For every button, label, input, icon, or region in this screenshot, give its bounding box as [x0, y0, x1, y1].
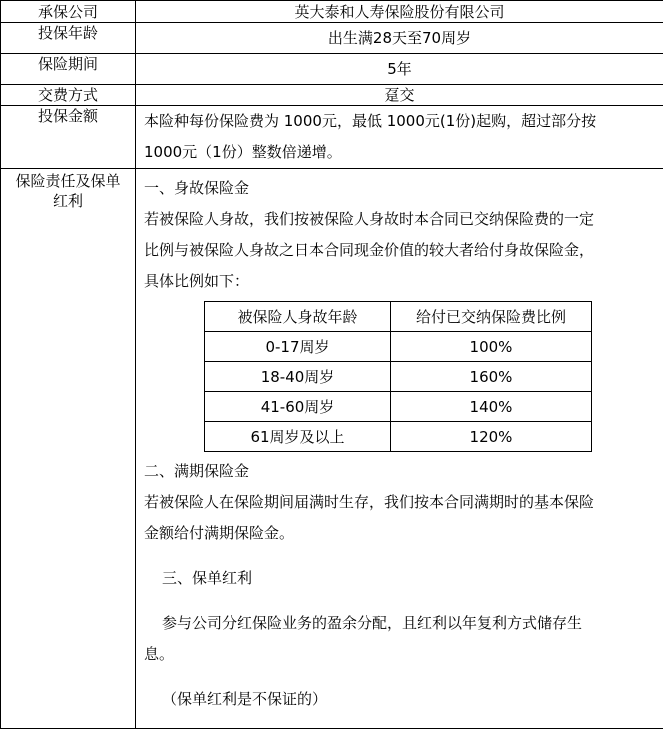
dividend-note: （保单红利是不保证的） [144, 684, 657, 715]
death-benefit-line-1: 若被保险人身故，我们按被保险人身故时本合同已交纳保险费的一定 [144, 204, 657, 235]
dividend-line-2: 息。 [144, 639, 657, 670]
death-ratio-value: 140% [391, 392, 592, 422]
period-label: 保险期间 [1, 54, 136, 85]
insurer-label: 承保公司 [1, 1, 136, 23]
row-age [1, 23, 663, 54]
spacer [144, 549, 657, 563]
death-ratio-age: 0-17周岁 [205, 332, 391, 362]
row-payment [1, 85, 663, 106]
table-row [205, 362, 592, 392]
liability-label-line-2: 红利 [1, 191, 135, 211]
death-ratio-header-row [205, 302, 592, 332]
liability-label [1, 169, 136, 729]
amount-line-2: 1000元（1份）整数倍递增。 [144, 137, 657, 168]
death-benefit-heading: 一、身故保险金 [144, 173, 657, 204]
period-value: 5年 [136, 54, 663, 85]
age-label: 投保年龄 [1, 23, 136, 54]
spacer [144, 670, 657, 684]
amount-value [136, 106, 663, 169]
row-insurer [1, 1, 663, 23]
payment-label: 交费方式 [1, 85, 136, 106]
death-ratio-value: 100% [391, 332, 592, 362]
death-ratio-age: 41-60周岁 [205, 392, 391, 422]
table-row [205, 332, 592, 362]
death-ratio-age: 18-40周岁 [205, 362, 391, 392]
dividend-heading: 三、保单红利 [144, 563, 657, 594]
row-amount [1, 106, 663, 169]
spacer [144, 594, 657, 608]
insurer-value: 英大泰和人寿保险股份有限公司 [136, 1, 663, 23]
dividend-line-1: 参与公司分红保险业务的盈余分配，且红利以年复利方式储存生 [144, 608, 657, 639]
death-ratio-age: 61周岁及以上 [205, 422, 391, 452]
payment-value: 趸交 [136, 85, 663, 106]
maturity-benefit-line-1: 若被保险人在保险期间届满时生存，我们按本合同满期时的基本保险 [144, 487, 657, 518]
liability-label-line-1: 保险责任及保单 [1, 171, 135, 191]
maturity-benefit-heading: 二、满期保险金 [144, 456, 657, 487]
death-benefit-line-3: 具体比例如下： [144, 266, 657, 297]
death-benefit-line-2: 比例与被保险人身故之日本合同现金价值的较大者给付身故保险金， [144, 235, 657, 266]
amount-label: 投保金额 [1, 106, 136, 169]
row-period [1, 54, 663, 85]
table-row [205, 392, 592, 422]
age-value: 出生满28天至70周岁 [136, 23, 663, 54]
death-ratio-header-age: 被保险人身故年龄 [205, 302, 391, 332]
row-liability [1, 169, 663, 729]
death-ratio-value: 160% [391, 362, 592, 392]
maturity-benefit-line-2: 金额给付满期保险金。 [144, 518, 657, 549]
amount-line-1: 本险种每份保险费为 1000元，最低 1000元(1份)起购，超过部分按 [144, 106, 657, 137]
table-row [205, 422, 592, 452]
liability-content [136, 169, 663, 729]
death-ratio-value: 120% [391, 422, 592, 452]
death-ratio-table [204, 301, 592, 452]
death-ratio-header-ratio: 给付已交纳保险费比例 [391, 302, 592, 332]
